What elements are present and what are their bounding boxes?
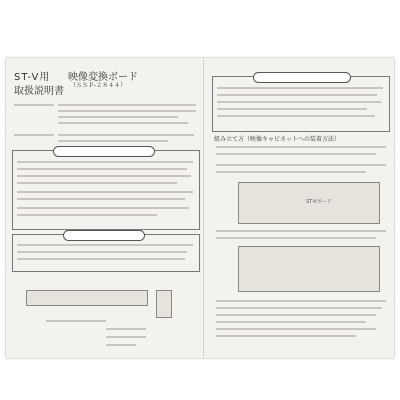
manual-label: 取扱説明書 <box>14 86 64 97</box>
center-fold <box>203 58 204 358</box>
notice-title <box>53 146 155 157</box>
section-title: 組み立て方（映像キャビネットへの装着方法） <box>214 136 341 143</box>
right-notice-title <box>253 72 351 83</box>
instruction-sheet <box>6 58 394 358</box>
part-number: （ＳＳＰ-２８４４） <box>70 82 127 89</box>
component-label: ST-Vボード <box>306 199 332 205</box>
bracket-drawing <box>156 290 172 318</box>
caution-box <box>12 234 200 272</box>
model-label: ST-V用 <box>14 72 51 83</box>
caution-title <box>63 230 145 241</box>
board-drawing <box>26 290 148 306</box>
connector-drawing <box>238 246 380 292</box>
board-title: 映像変換ボード <box>68 72 138 83</box>
notice-box <box>12 150 200 230</box>
right-notice-box <box>212 76 390 132</box>
